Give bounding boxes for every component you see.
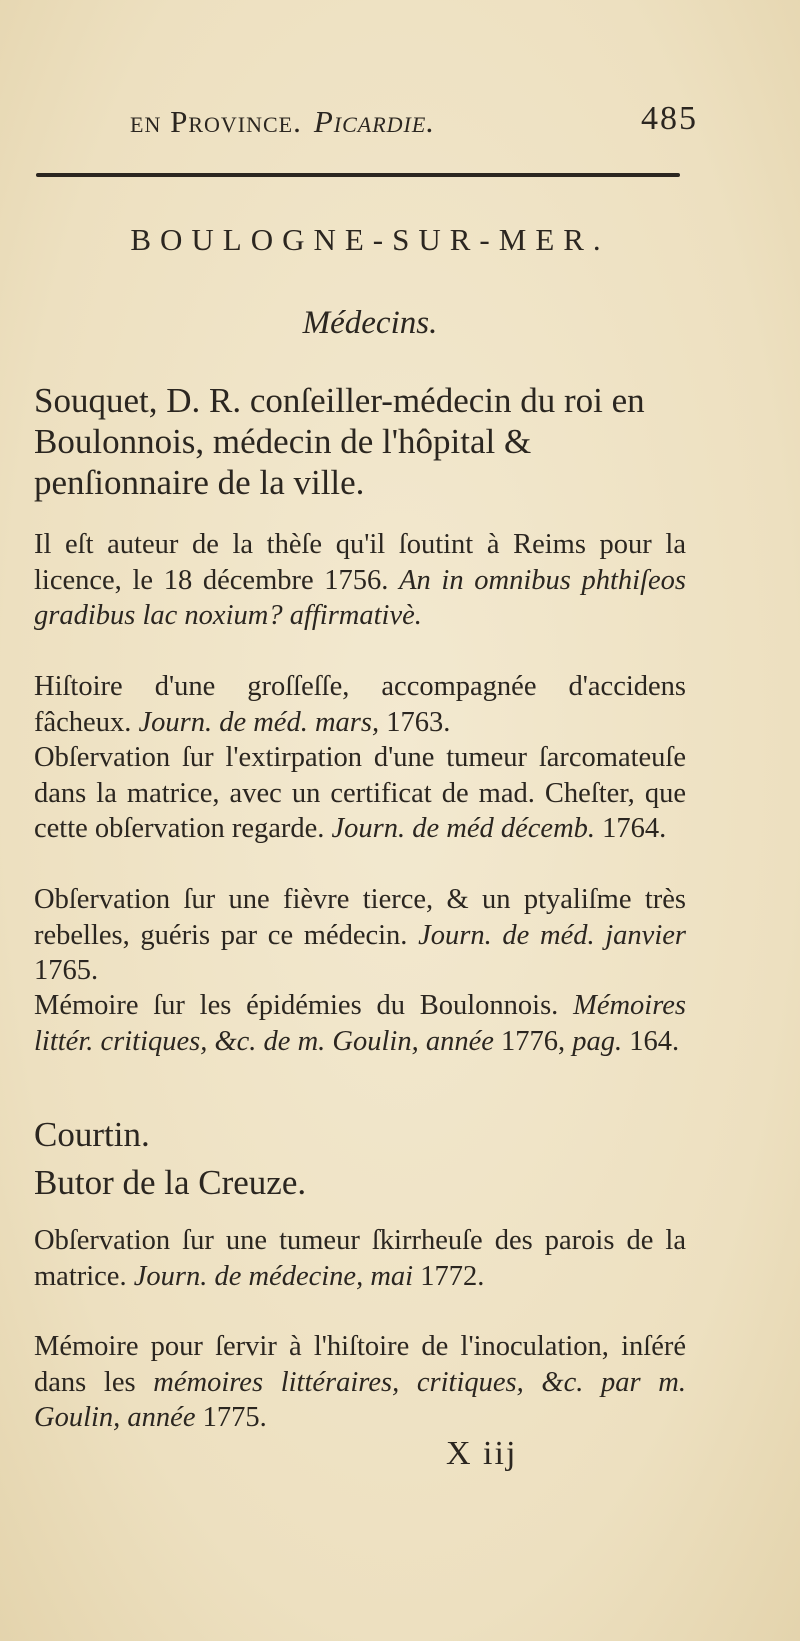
paragraph-text: Obſervation ſur une tumeur ſkirrheuſe des parois de la matrice. bbox=[34, 1225, 686, 1292]
signature-mark: X iij bbox=[446, 1435, 518, 1472]
citation-page: 164. bbox=[629, 1025, 680, 1057]
citation: Journ. de méd. janvier bbox=[418, 919, 686, 951]
entry-paragraph bbox=[34, 1223, 686, 1294]
paragraph-text: Mémoire ſur les épidémies du Boulonnois. bbox=[34, 990, 559, 1021]
citation: mémoires littéraires, critiques, &c. par m. Goulin, année bbox=[34, 1366, 687, 1433]
citation-year: 1764. bbox=[602, 813, 667, 844]
thesis-title: An in omnibus phthiſeos gradibus lac noxium? affirmativè. bbox=[34, 564, 686, 631]
entry-heading-butor: Butor de la Creuze. bbox=[34, 1163, 307, 1202]
citation-year: 1772. bbox=[420, 1260, 485, 1292]
citation-year: 1775. bbox=[202, 1402, 267, 1433]
entry-paragraph bbox=[34, 988, 686, 1059]
citation: Journ. de méd. mars, bbox=[138, 706, 380, 738]
citation: Mémoires littér. critiques, &c. de m. Goulin, année bbox=[34, 990, 686, 1057]
citation-year: 1763. bbox=[386, 706, 451, 738]
entry-paragraph bbox=[34, 527, 686, 634]
paragraph-text: Il eſt auteur de la thèſe qu'il ſoutint à Reims pour la licence, le 18 décembre 1756. bbox=[34, 529, 686, 596]
running-head-title bbox=[130, 104, 435, 140]
entry-paragraph bbox=[34, 669, 686, 740]
entry-heading-souquet: Souquet, D. R. conſeiller-médecin du roi en Boulonnois, médecin de l'hôpital & penſionnaire de la ville. bbox=[34, 381, 645, 502]
header-rule bbox=[36, 173, 680, 177]
citation-page-label: pag. bbox=[572, 1025, 623, 1057]
entry-heading-courtin: Courtin. bbox=[34, 1115, 150, 1154]
entry-paragraph bbox=[34, 882, 686, 989]
citation: Journ. de méd décemb. bbox=[331, 813, 596, 844]
paragraph-text: Obſervation ſur une fièvre tierce, & un ptyaliſme très rebelles, guéris par ce médecin. bbox=[34, 884, 686, 951]
running-head bbox=[118, 96, 698, 146]
citation: Journ. de médecine, mai bbox=[133, 1260, 414, 1292]
page-number: 485 bbox=[641, 100, 698, 137]
paragraph-text: Obſervation ſur l'extirpation d'une tumeur ſarcomateuſe dans la matrice, avec un certificat de mad. Cheſter, que cette obſervation regarde. bbox=[34, 742, 686, 844]
running-head-region: Picardie. bbox=[313, 104, 436, 139]
section-heading: Médecins. bbox=[302, 305, 438, 341]
paragraph-text: Hiſtoire d'une groſſeſſe, accompagnée d'accidens fâcheux. bbox=[34, 671, 686, 738]
running-head-title-text: en Province. bbox=[130, 104, 302, 139]
citation-year: 1765. bbox=[34, 955, 99, 986]
city-heading: BOULOGNE-SUR-MER. bbox=[130, 222, 610, 257]
entry-paragraph bbox=[34, 1329, 686, 1436]
citation-year: 1776, bbox=[501, 1025, 566, 1057]
entry-paragraph bbox=[34, 740, 686, 847]
paragraph-text: Mémoire pour ſervir à l'hiſtoire de l'inoculation, inſéré dans les bbox=[34, 1331, 686, 1398]
